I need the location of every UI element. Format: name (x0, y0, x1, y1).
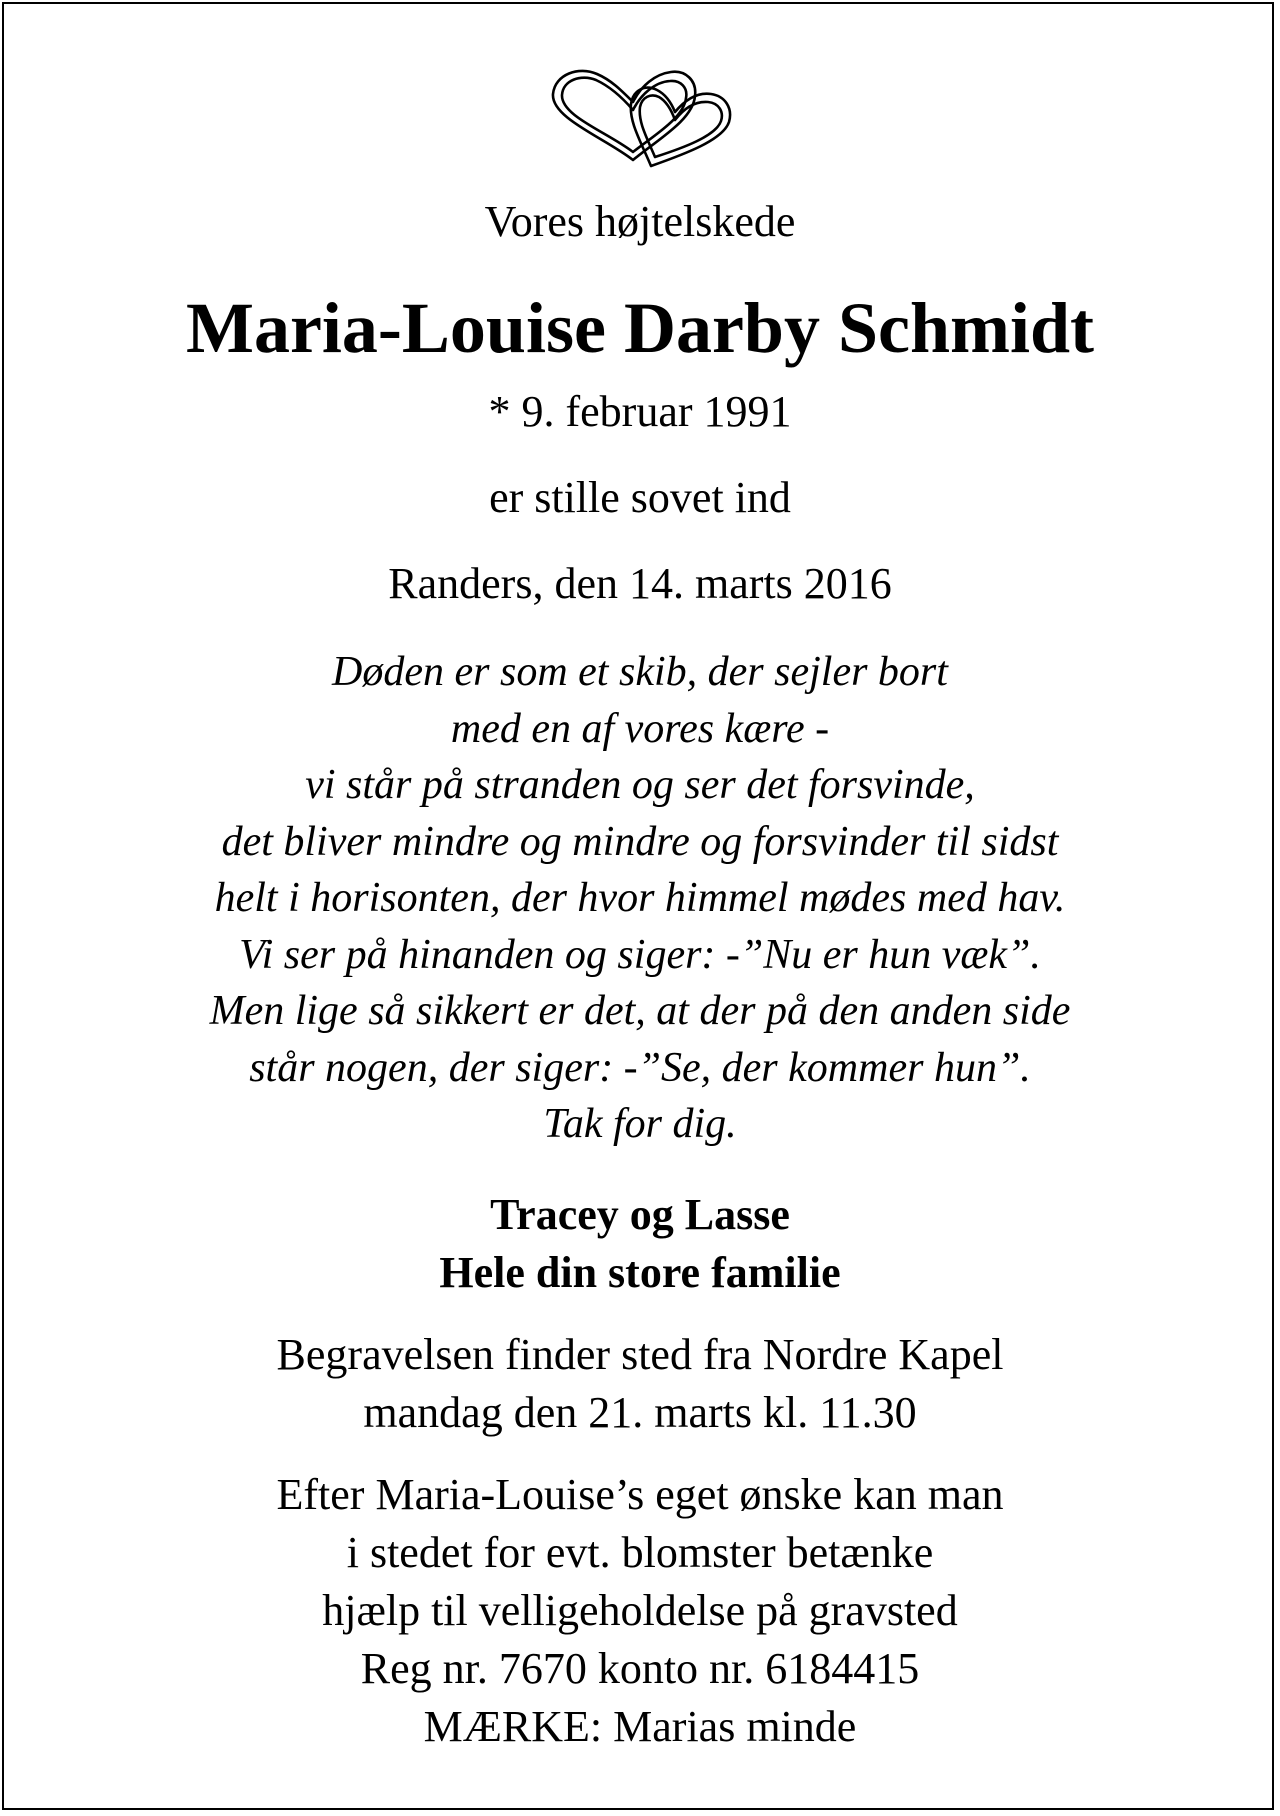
poem-line: det bliver mindre og mindre og forsvinder til sidst (221, 818, 1059, 865)
notice-heading: Vores højtelskede (484, 197, 796, 246)
funeral-line: mandag den 21. marts kl. 11.30 (363, 1388, 917, 1437)
passed-away-text: er stille sovet ind (489, 473, 791, 522)
request-line: Efter Maria-Louise’s eget ønske kan man (276, 1470, 1004, 1519)
place-and-date: Randers, den 14. marts 2016 (388, 559, 892, 608)
left-heart-inner-outline (562, 78, 686, 152)
deceased-name: Maria-Louise Darby Schmidt (186, 288, 1094, 368)
poem-line: helt i horisonten, der hvor himmel mødes med hav. (214, 875, 1066, 921)
funeral-line: Begravelsen finder sted fra Nordre Kapel (276, 1330, 1004, 1379)
request-line: MÆRKE: Marias minde (423, 1702, 857, 1751)
funeral-details (0, 1326, 1280, 1442)
poem-line: vi står på stranden og ser det forsvinde, (305, 762, 975, 808)
poem-line: står nogen, der siger: -”Se, der kommer hun”. (249, 1044, 1031, 1091)
donation-request (0, 1466, 1280, 1756)
memorial-poem (0, 644, 1280, 1153)
poem-line: med en af vores kære - (450, 705, 830, 752)
family-signature (0, 1186, 1280, 1302)
poem-line: Tak for dig. (543, 1101, 737, 1147)
poem-line: Døden er som et skib, der sejler bort (332, 649, 948, 695)
request-line: Reg nr. 7670 konto nr. 6184415 (360, 1644, 920, 1693)
family-line: Hele din store familie (439, 1248, 841, 1297)
poem-line: Vi ser på hinanden og siger: -”Nu er hun væk”. (239, 931, 1041, 978)
family-line: Tracey og Lasse (490, 1190, 790, 1239)
two-hearts-icon (545, 62, 737, 170)
poem-line: Men lige så sikkert er det, at der på den anden side (209, 988, 1071, 1034)
right-heart-outline (631, 88, 730, 166)
request-line: i stedet for evt. blomster betænke (346, 1528, 934, 1577)
request-line: hjælp til velligeholdelse på gravsted (322, 1586, 958, 1635)
birth-date: * 9. februar 1991 (488, 387, 792, 436)
